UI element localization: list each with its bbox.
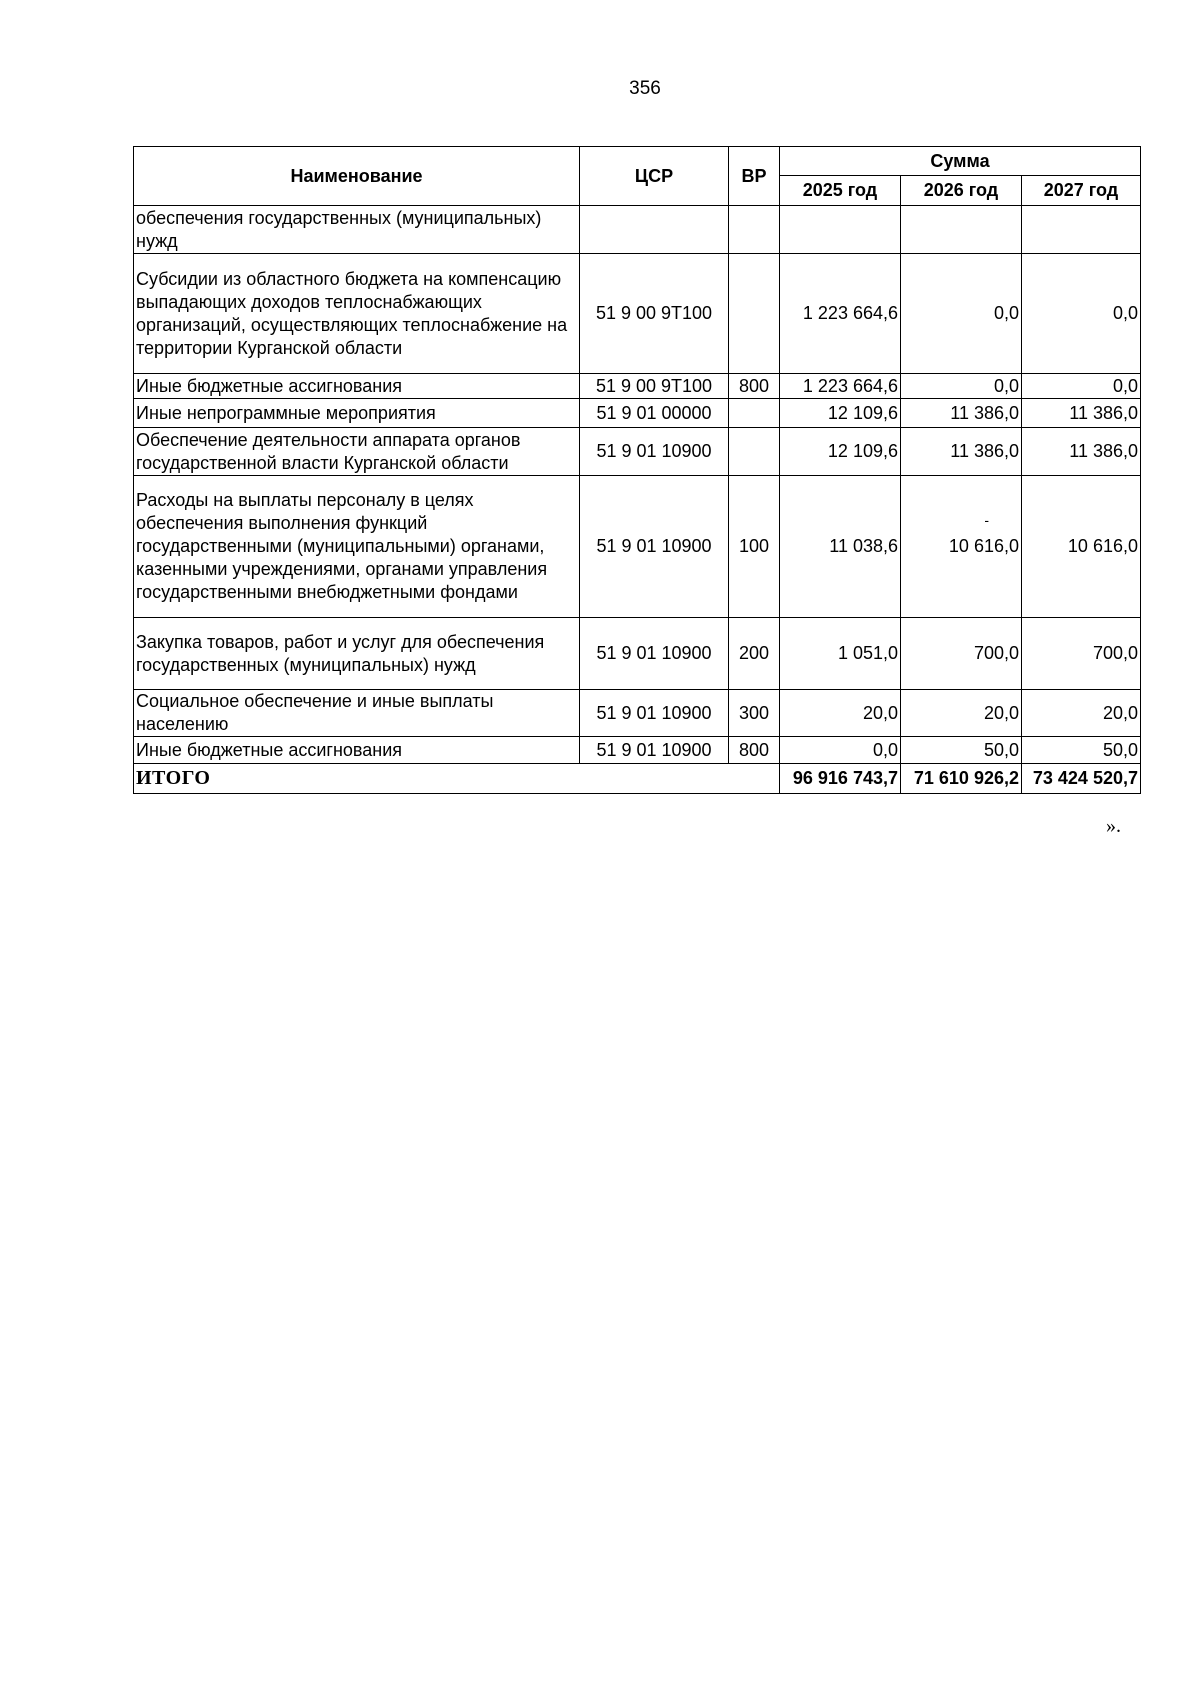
row-2025: 11 038,6	[780, 476, 901, 618]
row-vr	[729, 428, 780, 476]
table-row	[134, 618, 1141, 690]
row-2027: 50,0	[1022, 737, 1141, 764]
total-2025: 96 916 743,7	[780, 764, 901, 794]
row-csr: 51 9 00 9Т100	[580, 254, 729, 374]
table-row	[134, 476, 1141, 618]
row-2026: 50,0	[901, 737, 1022, 764]
row-2026-value: 10 616,0	[948, 536, 1019, 556]
total-2027: 73 424 520,7	[1022, 764, 1141, 794]
row-csr: 51 9 01 10900	[580, 476, 729, 618]
header-year-2025: 2025 год	[780, 176, 901, 206]
table-row	[134, 690, 1141, 737]
row-2025: 12 109,6	[780, 399, 901, 428]
row-2026: 700,0	[901, 618, 1022, 690]
row-name: Иные непрограммные мероприятия	[134, 399, 580, 428]
row-2026: 11 386,0	[901, 399, 1022, 428]
row-name: Расходы на выплаты персоналу в целях обеспечения выполнения функций государственными (муниципальными) органами, казенными учреждениями, органами управления государственными внебюджетными фондами	[134, 476, 580, 618]
row-vr	[729, 254, 780, 374]
row-vr	[729, 206, 780, 254]
row-csr: 51 9 01 10900	[580, 428, 729, 476]
header-csr: ЦСР	[580, 147, 729, 206]
row-2027: 0,0	[1022, 374, 1141, 399]
row-csr	[580, 206, 729, 254]
row-name: Закупка товаров, работ и услуг для обеспечения государственных (муниципальных) нужд	[134, 618, 580, 690]
row-csr: 51 9 01 10900	[580, 737, 729, 764]
total-2026: 71 610 926,2	[901, 764, 1022, 794]
row-2025: 1 051,0	[780, 618, 901, 690]
row-2025: 12 109,6	[780, 428, 901, 476]
row-2025	[780, 206, 901, 254]
row-2027: 11 386,0	[1022, 399, 1141, 428]
row-name: обеспечения государственных (муниципальных) нужд	[134, 206, 580, 254]
header-year-2027: 2027 год	[1022, 176, 1141, 206]
stray-mark: -	[984, 512, 989, 528]
row-2025: 1 223 664,6	[780, 254, 901, 374]
row-2027: 20,0	[1022, 690, 1141, 737]
row-2025: 20,0	[780, 690, 901, 737]
closing-quote-mark: ».	[1106, 815, 1121, 837]
table-row	[134, 374, 1141, 399]
row-2027: 0,0	[1022, 254, 1141, 374]
budget-table	[133, 146, 1141, 794]
row-vr: 800	[729, 737, 780, 764]
header-year-2026: 2026 год	[901, 176, 1022, 206]
row-csr: 51 9 00 9Т100	[580, 374, 729, 399]
row-vr: 300	[729, 690, 780, 737]
total-row	[134, 764, 1141, 794]
row-2027: 11 386,0	[1022, 428, 1141, 476]
header-sum: Сумма	[780, 147, 1141, 176]
total-label: ИТОГО	[134, 764, 780, 794]
table-row	[134, 399, 1141, 428]
row-name: Субсидии из областного бюджета на компенсацию выпадающих доходов теплоснабжающих организаций, осуществляющих теплоснабжение на территории Курганской области	[134, 254, 580, 374]
table-row	[134, 428, 1141, 476]
page-number: 356	[629, 78, 661, 99]
row-vr: 800	[729, 374, 780, 399]
row-csr: 51 9 01 10900	[580, 690, 729, 737]
row-2026: 20,0	[901, 690, 1022, 737]
row-2026	[901, 476, 1022, 618]
row-2025: 1 223 664,6	[780, 374, 901, 399]
row-2025: 0,0	[780, 737, 901, 764]
table-row	[134, 737, 1141, 764]
header-name: Наименование	[134, 147, 580, 206]
header-vr: ВР	[729, 147, 780, 206]
row-vr: 200	[729, 618, 780, 690]
row-2026: 11 386,0	[901, 428, 1022, 476]
row-vr	[729, 399, 780, 428]
row-2027	[1022, 206, 1141, 254]
row-vr: 100	[729, 476, 780, 618]
table-row	[134, 206, 1141, 254]
row-2026: 0,0	[901, 254, 1022, 374]
row-name: Обеспечение деятельности аппарата органов государственной власти Курганской области	[134, 428, 580, 476]
row-csr: 51 9 01 10900	[580, 618, 729, 690]
row-name: Иные бюджетные ассигнования	[134, 374, 580, 399]
row-csr: 51 9 01 00000	[580, 399, 729, 428]
row-2026	[901, 206, 1022, 254]
row-name: Иные бюджетные ассигнования	[134, 737, 580, 764]
row-2027: 10 616,0	[1022, 476, 1141, 618]
row-2027: 700,0	[1022, 618, 1141, 690]
row-name: Социальное обеспечение и иные выплаты населению	[134, 690, 580, 737]
table-row	[134, 254, 1141, 374]
row-2026: 0,0	[901, 374, 1022, 399]
